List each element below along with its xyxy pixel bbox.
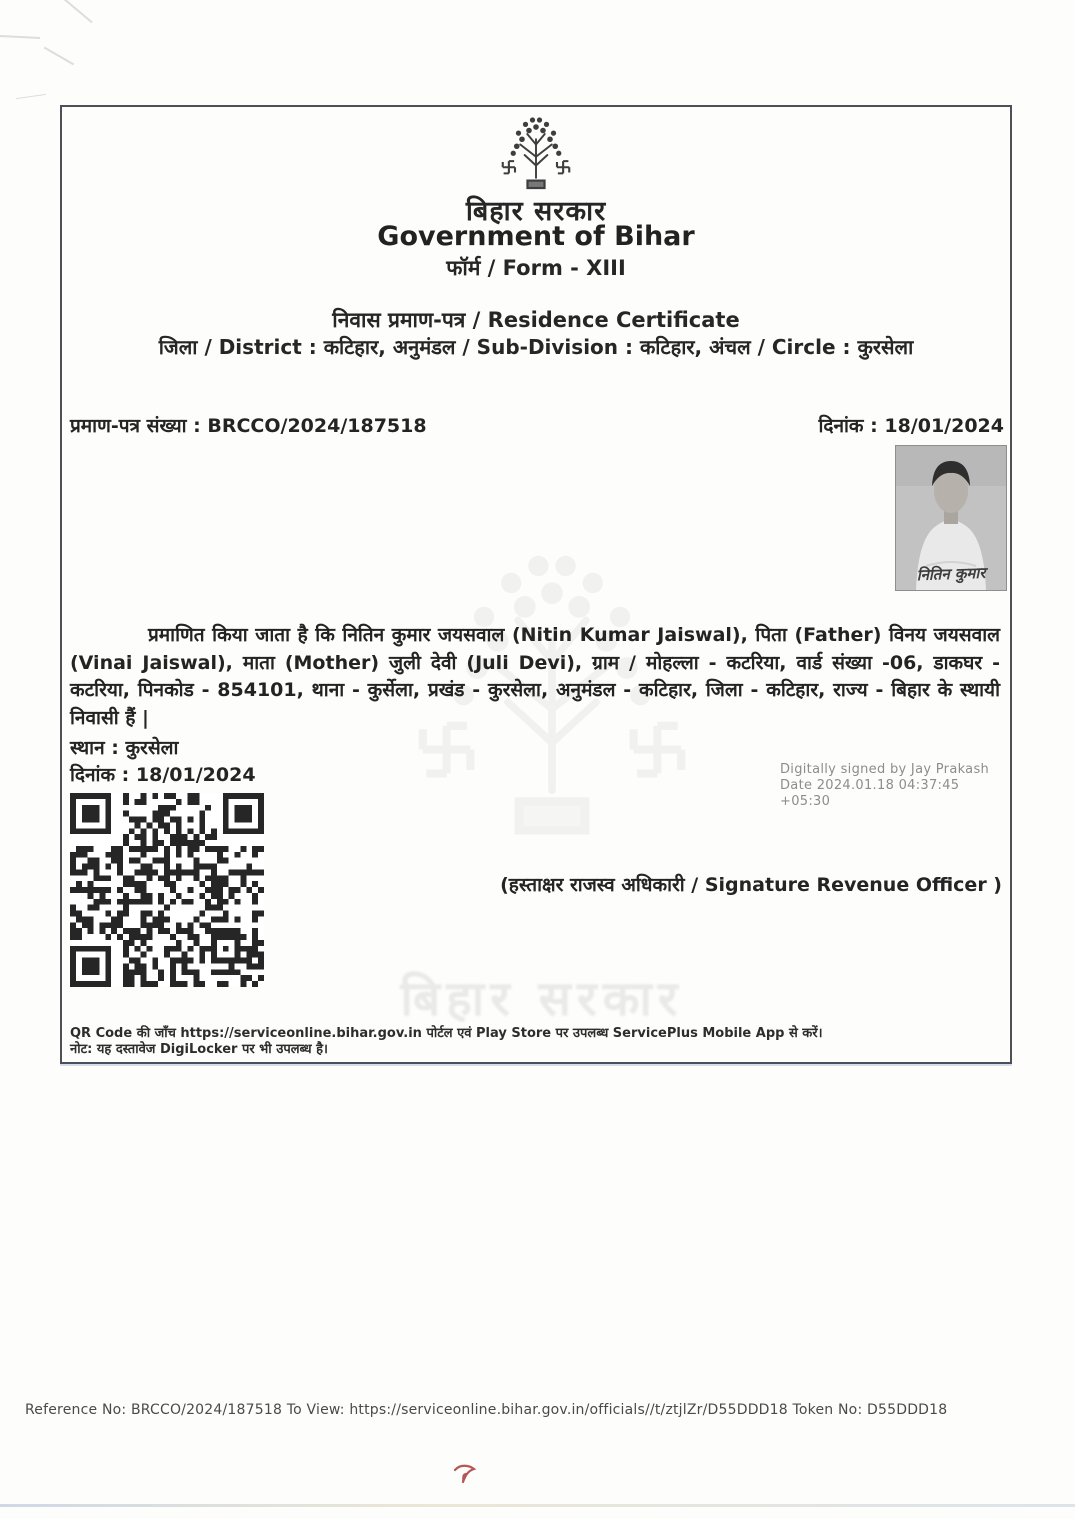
watermark-text: बिहार सरकार xyxy=(400,971,684,1027)
form-number-line: फॉर्म / Form - XIII xyxy=(446,256,626,280)
certificate-title: निवास प्रमाण-पत्र / Residence Certificate xyxy=(332,308,740,332)
issue-date-label: दिनांक : xyxy=(70,764,130,786)
signature-caption xyxy=(500,871,1002,897)
scan-artifact xyxy=(0,35,40,39)
certificate-date-label: दिनांक : xyxy=(818,415,878,437)
signature-caption-english: Signature Revenue Officer ) xyxy=(704,874,1002,896)
scan-artifact xyxy=(44,47,74,66)
digital-signature-block xyxy=(780,762,1010,810)
certificate-date xyxy=(818,412,1004,438)
government-name-hindi: बिहार सरकार xyxy=(465,196,607,227)
photo-signature: नितिन कुमार xyxy=(916,563,986,585)
qr-note-line2: नोट: यह दस्तावेज DigiLocker पर भी उपलब्ध है। xyxy=(70,1042,328,1057)
government-name-english: Government of Bihar xyxy=(377,221,695,252)
certificate-meta-row xyxy=(70,412,1004,438)
certificate-number-label: प्रमाण-पत्र संख्या : xyxy=(70,415,201,437)
district-subdivision-circle-line: जिला / District : कटिहार, अनुमंडल / Sub-Division : कटिहार, अंचल / Circle : कुरसेला xyxy=(158,335,914,359)
pen-mark xyxy=(452,1462,480,1488)
certificate-number xyxy=(70,412,427,438)
digital-signature-line1: Digitally signed by Jay Prakash xyxy=(780,762,990,777)
qr-note xyxy=(70,1026,823,1058)
certificate-body-text: प्रमाणित किया जाता है कि नितिन कुमार जयसवाल (Nitin Kumar Jaiswal), पिता (Father) विनय जयसवाल (Vinai Jaiswal), माता (Mother) जुली देवी (Juli Devi), ग्राम / मोहल्ला - कटरिया, वार्ड संख्या -06, डाकघर - कटरिया, पिनकोड - 854101, थाना - कुर्सेला, प्रखंड - कुरसेला, अनुमंडल - कटिहार, जिला - कटिहार, राज्य - बिहार के स्थायी निवासी हैं | xyxy=(70,624,1000,729)
scan-artifact xyxy=(16,94,46,99)
applicant-photo xyxy=(895,445,1007,591)
issue-place-line xyxy=(70,734,178,760)
issue-date-line xyxy=(70,761,256,787)
digital-signature-line2: Date 2024.01.18 04:37:45 +05:30 xyxy=(780,778,960,809)
certificate-number-value: BRCCO/2024/187518 xyxy=(207,415,427,437)
scan-artifact xyxy=(59,0,92,23)
qr-code xyxy=(70,793,264,987)
footer-reference: Reference No: BRCCO/2024/187518 To View: https://serviceonline.bihar.gov.in/officials//t/ztjlZr/D55DDD18 Token No: D55DDD18 xyxy=(25,1402,948,1418)
scan-edge-line xyxy=(0,1504,1075,1507)
certificate-date-value: 18/01/2024 xyxy=(884,415,1004,437)
qr-note-line1: QR Code की जाँच https://serviceonline.bihar.gov.in पोर्टल एवं Play Store पर उपलब्ध ServicePlus Mobile App से करें। xyxy=(70,1026,823,1041)
bihar-emblem-icon xyxy=(490,113,582,197)
issue-place-value: कुरसेला xyxy=(125,737,179,759)
certificate-border-box xyxy=(60,105,1012,1064)
signature-caption-hindi: (हस्ताक्षर राजस्व अधिकारी / xyxy=(500,874,705,896)
issue-date-value: 18/01/2024 xyxy=(135,764,256,786)
issue-place-label: स्थान : xyxy=(70,737,119,759)
